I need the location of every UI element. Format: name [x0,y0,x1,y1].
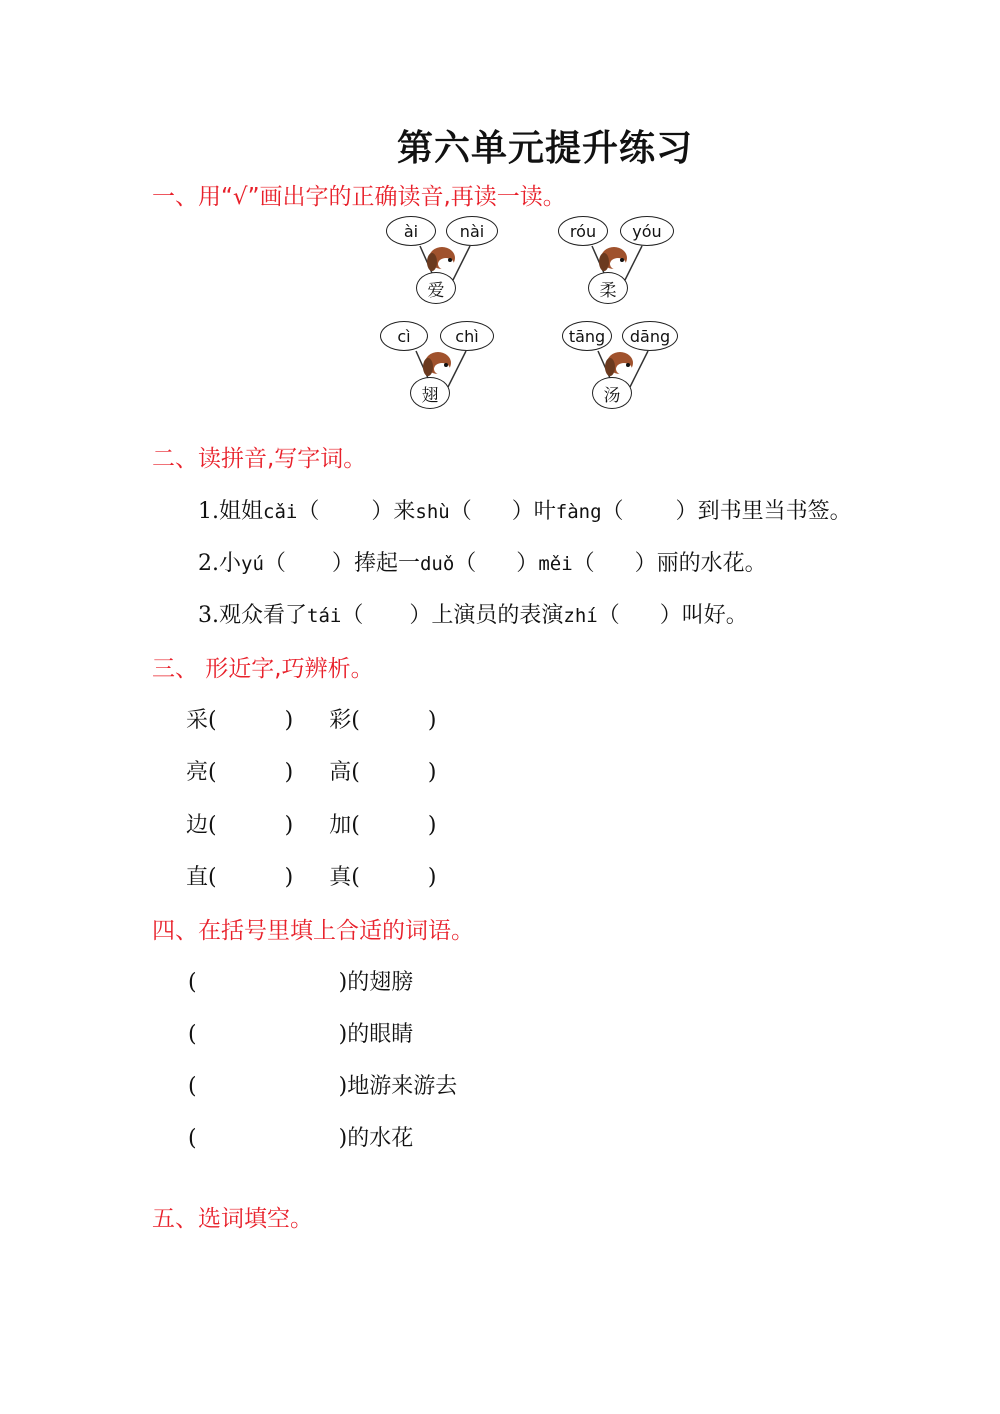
character-bubble: 汤 [592,377,632,409]
pinyin-sentence-2 [198,546,767,577]
answer-blank[interactable]: ( ) [351,760,437,785]
char-pair-3 [186,808,436,839]
pinyin-option-right[interactable]: dāng [622,321,678,351]
pair-char-b: 高 [329,760,352,785]
answer-blank[interactable]: ( ) [188,1074,348,1099]
pinyin-item-3 [380,321,510,413]
answer-blank[interactable]: ( ) [351,708,437,733]
section4-heading: 四、在括号里填上合适的词语。 [152,918,474,944]
phrase-text: 的翅膀 [347,970,414,995]
phrase-fill-1 [188,965,413,996]
answer-blank[interactable]: （ ） [597,603,682,628]
answer-blank[interactable]: ( ) [188,1022,348,1047]
answer-blank[interactable]: ( ) [208,760,294,785]
answer-blank[interactable]: ( ) [188,970,348,995]
answer-blank[interactable]: ( ) [208,813,294,838]
sentence-text: 姐姐 [219,499,264,524]
pinyin-sentence-1 [198,494,852,525]
pair-char-b: 加 [329,813,352,838]
page-title: 第六单元提升练习 [396,127,693,169]
answer-blank[interactable]: ( ) [208,865,294,890]
pinyin-text: duǒ [419,553,455,575]
pinyin-text: měi [538,553,573,575]
section1-heading: 一、用“√”画出字的正确读音,再读一读。 [152,184,566,210]
pinyin-option-right[interactable]: nài [446,216,498,246]
pinyin-item-4 [562,321,692,413]
sentence-text: 来 [393,499,416,524]
pinyin-text: yú [241,553,264,575]
char-pair-2 [186,755,436,786]
pinyin-option-left[interactable]: róu [558,216,608,246]
phrase-fill-3 [188,1069,457,1100]
answer-blank[interactable]: （ ） [341,603,432,628]
pinyin-option-left[interactable]: ài [386,216,436,246]
pair-char-b: 真 [329,865,352,890]
character-bubble: 翅 [410,377,450,409]
section2-heading: 二、读拼音,写字词。 [152,446,367,472]
pair-char-a: 边 [186,813,209,838]
sentence-text: 捧起一 [353,551,420,576]
line-number: 3. [198,603,219,628]
phrase-fill-4 [188,1121,413,1152]
sentence-text: 叫好。 [681,603,748,628]
char-pair-1 [186,703,436,734]
answer-blank[interactable]: （ ） [601,499,698,524]
answer-blank[interactable]: （ ） [454,551,539,576]
pair-char-a: 采 [186,708,209,733]
pinyin-item-2 [556,216,686,308]
pinyin-option-right[interactable]: chì [440,321,494,351]
answer-blank[interactable]: ( ) [188,1126,348,1151]
pair-char-a: 亮 [186,760,209,785]
phrase-text: 的水花 [347,1126,414,1151]
sentence-text: 上演员的表演 [431,603,564,628]
sentence-text: 丽的水花。 [656,551,767,576]
pinyin-option-left[interactable]: tāng [562,321,612,351]
sentence-text: 观众看了 [219,603,308,628]
character-bubble: 柔 [588,272,628,304]
sentence-text: 叶 [533,499,556,524]
answer-blank[interactable]: （ ） [263,551,354,576]
answer-blank[interactable]: ( ) [208,708,294,733]
pinyin-text: shù [415,501,450,523]
section5-heading: 五、选词填空。 [152,1206,313,1232]
pinyin-sentence-3 [198,598,748,629]
char-pair-4 [186,860,436,891]
pinyin-text: zhí [563,605,598,627]
pair-char-b: 彩 [329,708,352,733]
line-number: 1. [198,499,219,524]
pinyin-text: cǎi [263,501,298,523]
answer-blank[interactable]: ( ) [351,865,437,890]
sentence-text: 到书里当书签。 [697,499,852,524]
sentence-text: 小 [219,551,242,576]
phrase-text: 的眼睛 [347,1022,414,1047]
character-bubble: 爱 [416,272,456,304]
pinyin-option-right[interactable]: yóu [620,216,674,246]
pinyin-item-1 [384,216,514,308]
line-number: 2. [198,551,219,576]
answer-blank[interactable]: （ ） [572,551,657,576]
phrase-text: 地游来游去 [347,1074,458,1099]
pair-char-a: 直 [186,865,209,890]
pinyin-option-left[interactable]: cì [380,321,428,351]
pinyin-text: tái [307,605,342,627]
answer-blank[interactable]: ( ) [351,813,437,838]
phrase-fill-2 [188,1017,413,1048]
answer-blank[interactable]: （ ） [297,499,394,524]
answer-blank[interactable]: （ ） [449,499,534,524]
section3-heading: 三、 形近字,巧辨析。 [152,656,374,682]
pinyin-text: fàng [555,501,602,523]
